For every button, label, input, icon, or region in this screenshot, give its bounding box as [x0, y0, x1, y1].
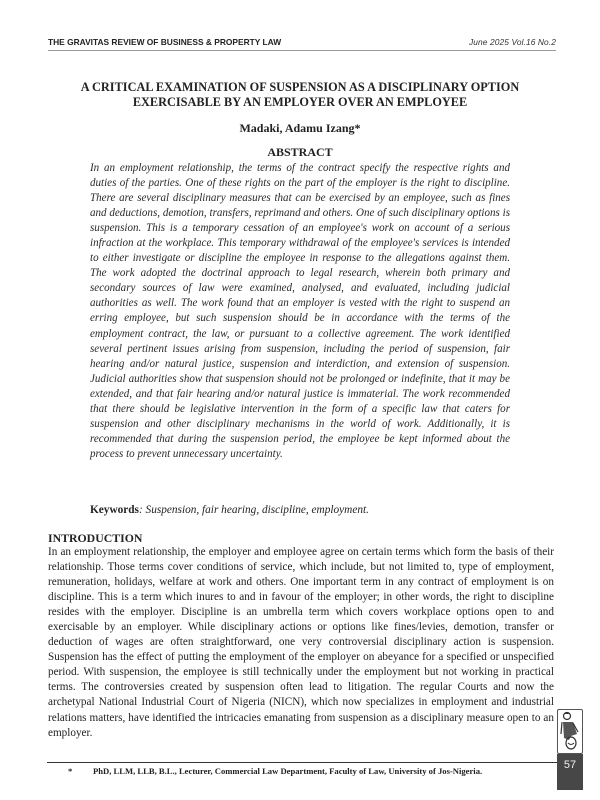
- title-line-2: EXERCISABLE BY AN EMPLOYER OVER AN EMPLOYEE: [132, 95, 468, 109]
- keywords: [90, 504, 510, 516]
- abstract-text: In an employment relationship, the terms of the contract specify the respective rights and duties of the parties. One of these rights on the part of the employer is the right to discipline. There are several disciplinary measures that can be exercised by an employee, such as fines and deductions, demotion, transfers, reprimand and others. One of such disciplinary options is suspension. This is a temporary cessation of an employee's work on account of a serious infraction at the workplace. This temporary withdrawal of the employee's services is intended to either investigate or discipline the employee in response to the allegations against them. The work adopted the doctrinal approach to legal research, wherein both primary and secondary sources of law were examined, analysed, and evaluated, including judicial authorities as well. The work found that an employer is vested with the right to suspend an erring employee, but such suspension should be in accordance with the terms of the employment contract, the law, or pursuant to a collective agreement. The work identified several pertinent issues arising from suspension, including the period of suspension, fair hearing and/or natural justice, suspension and interdiction, and extension of suspension. Judicial authorities show that suspension should not be prolonged or indefinite, that it may be extended, and that fair hearing and/or natural justice is immaterial. The work recommended that there should be legislative intervention in the form of a specific law that caters for suspension and other disciplinary mechanisms in the world of work. Additionally, it is recommended that during the suspension period, the employee be kept informed about the process to prevent unnecessary uncertainty.: [90, 162, 510, 460]
- abstract-heading: ABSTRACT: [267, 145, 333, 159]
- page-number: 57: [557, 754, 583, 790]
- running-head: [48, 37, 556, 51]
- keywords-label: Keywords: [90, 504, 139, 516]
- title-line-1: A CRITICAL EXAMINATION OF SUSPENSION AS A DISCIPLINARY OPTION: [80, 80, 520, 94]
- author-name: Madaki, Adamu Izang*: [239, 121, 361, 135]
- article-title: [40, 80, 560, 110]
- footnote-divider: [47, 762, 557, 763]
- reading-figure-icon: [557, 709, 583, 754]
- footnote-mark: *: [68, 766, 73, 776]
- footnote-text: PhD, LLM, LLB, B.L., Lecturer, Commercial Law Department, Faculty of Law, University of Jos-Nigeria.: [93, 766, 483, 776]
- introduction-heading: INTRODUCTION: [48, 531, 143, 545]
- keywords-list: : Suspension, fair hearing, discipline, employment.: [138, 504, 369, 516]
- issue-info: June 2025 Vol.16 No.2: [469, 37, 556, 47]
- introduction-text: In an employment relationship, the employer and employee agree on certain terms which form the basis of their relationship. Those terms cover conditions of service, which include, but not limited to, type of employment, remuneration, holidays, welfare at work and others. One important term in any contract of employment is on discipline. This is a term which inures to and in favour of the employer; in other words, the right to discipline resides with the employer. Discipline is an umbrella term which covers workplace options open to and exercisable by an employer. While disciplinary actions or options like fines/levies, demotion, transfer or deduction of wages are often straightforward, one very controversial disciplinary action is suspension. Suspension has the effect of putting the employment of the employer on abeyance for a specified or unspecified period. With suspension, the employee is still technically under the employment but not working in practical terms. The controversies created by suspension often lead to litigation. The regular Courts and now the archetypal National Industrial Court of Nigeria (NICN), which now specializes in employment and industrial relations matters, have identified the intricacies emanating from suspension as a disciplinary measure open to an employer.: [48, 546, 554, 739]
- journal-name: THE GRAVITAS REVIEW OF BUSINESS & PROPERTY LAW: [48, 37, 282, 47]
